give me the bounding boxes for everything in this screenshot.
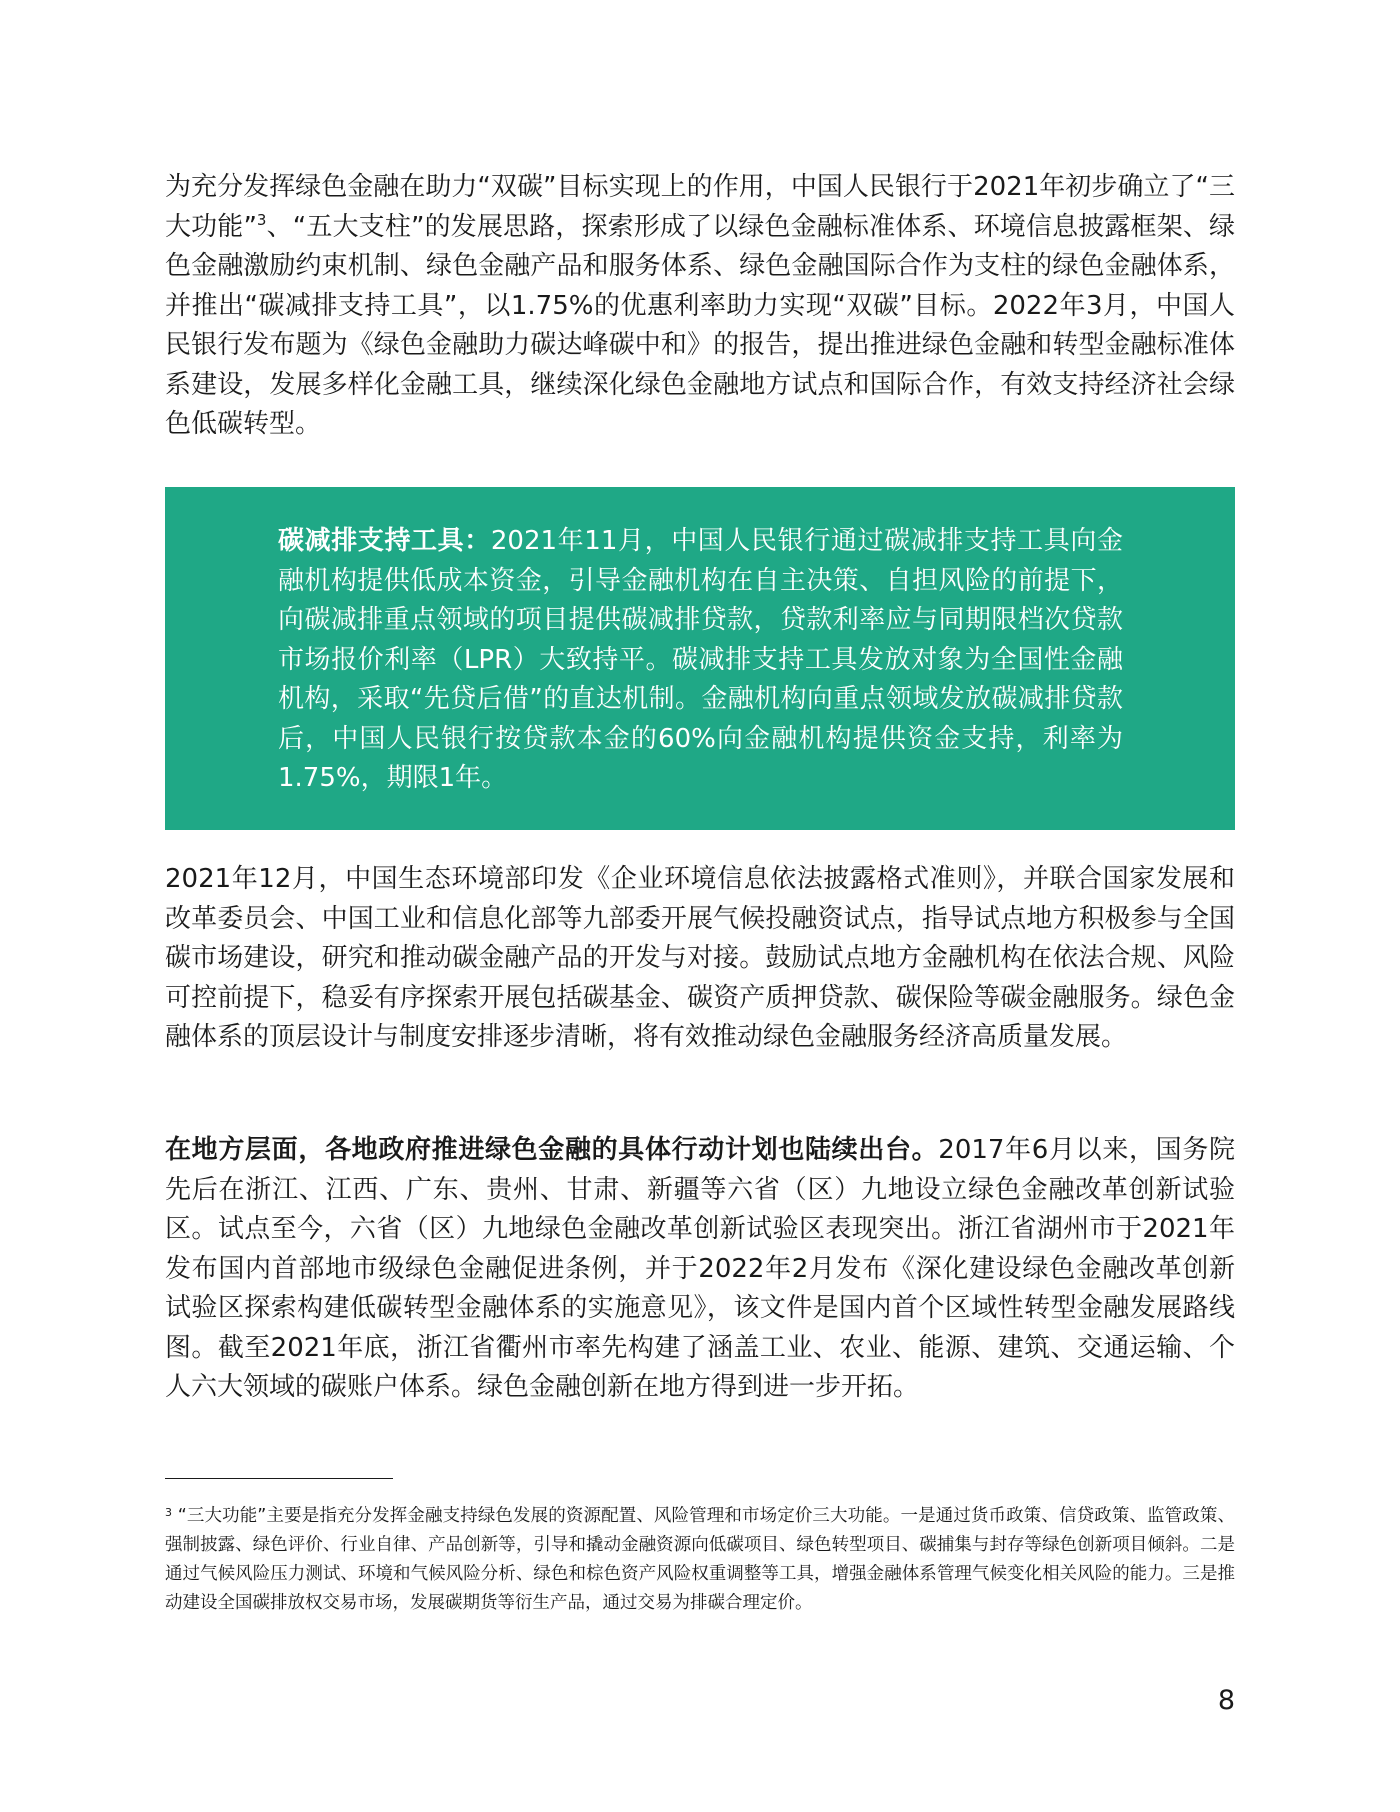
paragraph-1-text-a: 为充分发挥绿色金融在助力“双碳”目标实现上的作用，中国人民银行于2021年初步确立了“三大功能” [165,172,1235,242]
body-paragraph-1 [165,168,1235,445]
page-number: 8 [1217,1685,1235,1716]
paragraph-3-text: 2017年6月以来，国务院先后在浙江、江西、广东、贵州、甘肃、新疆等六省（区）九地设立绿色金融改革创新试验区。试点至今，六省（区）九地绿色金融改革创新试验区表现突出。浙江省湖州市于2021年发布国内首部地市级绿色金融促进条例，并于2022年2月发布《深化建设绿色金融改革创新试验区探索构建低碳转型金融体系的实施意见》，该文件是国内首个区域性转型金融发展路线图。截至2021年底，浙江省衢州市率先构建了涵盖工业、农业、能源、建筑、交通运输、个人六大领域的碳账户体系。绿色金融创新在地方得到进一步开拓。 [165,1135,1235,1402]
callout-box [165,487,1235,830]
paragraph-3-lead: 在地方层面，各地政府推进绿色金融的具体行动计划也陆续出台。 [165,1135,939,1165]
body-paragraph-3 [165,1131,1235,1408]
footnote [165,1498,1235,1618]
footnote-divider [165,1478,393,1479]
body-paragraph-2: 2021年12月，中国生态环境部印发《企业环境信息依法披露格式准则》，并联合国家发展和改革委员会、中国工业和信息化部等九部委开展气候投融资试点，指导试点地方积极参与全国碳市场建设，研究和推动碳金融产品的开发与对接。鼓励试点地方金融机构在依法合规、风险可控前提下，稳妥有序探索开展包括碳基金、碳资产质押贷款、碳保险等碳金融服务。绿色金融体系的顶层设计与制度安排逐步清晰，将有效推动绿色金融服务经济高质量发展。 [165,864,1235,1052]
callout-body: 2021年11月，中国人民银行通过碳减排支持工具向金融机构提供低成本资金，引导金融机构在自主决策、自担风险的前提下，向碳减排重点领域的项目提供碳减排贷款，贷款利率应与同期限档次贷款市场报价利率（LPR）大致持平。碳减排支持工具发放对象为全国性金融机构，采取“先贷后借”的直达机制。金融机构向重点领域发放碳减排贷款后，中国人民银行按贷款本金的60%向金融机构提供资金支持，利率为1.75%，期限1年。 [278,526,1123,793]
callout-label: 碳减排支持工具： [278,526,491,556]
footnote-text: “三大功能”主要是指充分发挥金融支持绿色发展的资源配置、风险管理和市场定价三大功能。一是通过货币政策、信贷政策、监管政策、强制披露、绿色评价、行业自律、产品创新等，引导和撬动金融资源向低碳项目、绿色转型项目、碳捕集与封存等绿色创新项目倾斜。二是通过气候风险压力测试、环境和气候风险分析、绿色和棕色资产风险权重调整等工具，增强金融体系管理气候变化相关风险的能力。三是推动建设全国碳排放权交易市场，发展碳期货等衍生产品，通过交易为排碳合理定价。 [165,1506,1235,1613]
callout-text [278,522,1123,799]
footnote-reference[interactable]: 3 [256,210,267,229]
paragraph-1-text-b: 、“五大支柱”的发展思路，探索形成了以绿色金融标准体系、环境信息披露框架、绿色金融激励约束机制、绿色金融产品和服务体系、绿色金融国际合作为支柱的绿色金融体系，并推出“碳减排支持工具”，以1.75%的优惠利率助力实现“双碳”目标。2022年3月，中国人民银行发布题为《绿色金融助力碳达峰碳中和》的报告，提出推进绿色金融和转型金融标准体系建设，发展多样化金融工具，继续深化绿色金融地方试点和国际合作，有效支持经济社会绿色低碳转型。 [165,211,1235,439]
footnote-marker: 3 [165,1506,172,1519]
